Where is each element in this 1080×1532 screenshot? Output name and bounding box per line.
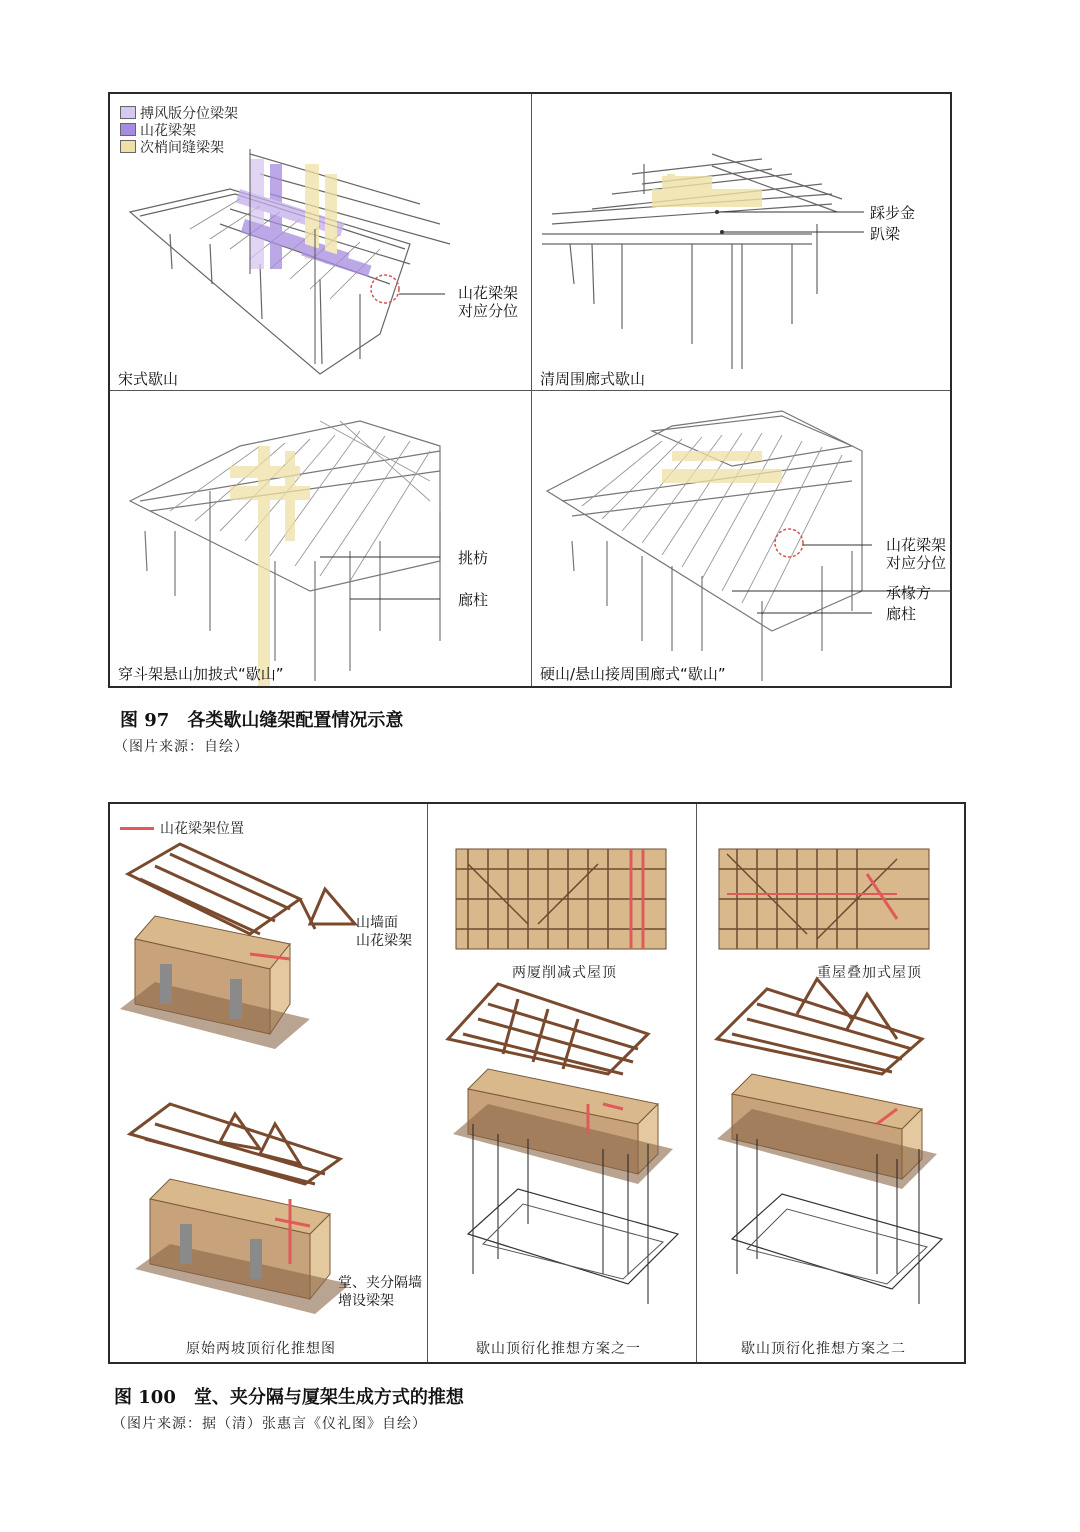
panel-song-xieshan bbox=[110, 94, 531, 390]
figure-97-caption: 图 97 各类歇山缝架配置情况示意 bbox=[120, 710, 404, 731]
fig100-col-scheme2 bbox=[697, 804, 966, 1364]
fig100-col-scheme1 bbox=[428, 804, 696, 1364]
col2-caption: 歇山顶衍化推想方案之一 bbox=[476, 1341, 641, 1357]
panel-caption-qing: 清周围廊式歇山 bbox=[540, 370, 646, 388]
callout-shanhua-duiying-2: 山花梁架 对应分位 bbox=[886, 536, 947, 572]
col2-sub-caption: 两厦削减式屋顶 bbox=[512, 965, 617, 981]
callout-caibujin: 踩步金 bbox=[870, 204, 916, 222]
panel-yingshan-xieshan bbox=[532, 391, 952, 688]
legend-item-shanhua: 山花梁架 bbox=[120, 121, 238, 138]
panel-qing-xieshan bbox=[532, 94, 952, 390]
label-tang-jia-wall: 堂、夹分隔墙 增设梁架 bbox=[338, 1275, 422, 1309]
legend-item-cishaojian: 次梢间缝梁架 bbox=[120, 138, 238, 155]
figure-100-source: （图片来源：据（清）张惠言《仪礼图》自绘） bbox=[112, 1416, 427, 1432]
scheme2-drawing bbox=[697, 804, 966, 1364]
figure-100-caption: 图 100 堂、夹分隔与厦架生成方式的推想 bbox=[114, 1387, 464, 1408]
panel-caption-song: 宋式歇山 bbox=[118, 370, 179, 388]
panel-chuandou-xieshan bbox=[110, 391, 531, 688]
chuandou-roof-frame-drawing bbox=[110, 391, 531, 688]
col3-sub-caption: 重屋叠加式屋顶 bbox=[817, 965, 922, 981]
figure-97-source: （图片来源：自绘） bbox=[114, 739, 249, 755]
callout-shanhua-duiying: 山花梁架 对应分位 bbox=[458, 284, 519, 320]
panel-caption-chuandou: 穿斗架悬山加披式“歇山” bbox=[118, 665, 284, 683]
panel-caption-yingshan: 硬山/悬山接周围廊式“歇山” bbox=[540, 665, 726, 683]
label-shanqiangmian: 山墙面 山花梁架 bbox=[356, 915, 412, 949]
figure-97-frame bbox=[108, 92, 952, 688]
callout-langzhu: 廊柱 bbox=[458, 591, 489, 609]
callout-tiaofang: 挑枋 bbox=[458, 549, 489, 567]
figure-100-frame bbox=[108, 802, 966, 1364]
callout-langzhu-2: 廊柱 bbox=[886, 605, 917, 623]
song-roof-frame-drawing bbox=[110, 94, 531, 390]
scheme1-drawing bbox=[428, 804, 696, 1364]
callout-chengchuanfang: 承椽方 bbox=[886, 584, 932, 602]
fig100-col-original bbox=[110, 804, 427, 1364]
col3-caption: 歇山顶衍化推想方案之二 bbox=[741, 1341, 906, 1357]
legend-item-bofengban: 搏风版分位梁架 bbox=[120, 104, 238, 121]
fig100-legend: 山花梁架位置 bbox=[120, 818, 244, 838]
col1-caption: 原始两坡顶衍化推想图 bbox=[186, 1341, 336, 1357]
callout-paliang: 趴梁 bbox=[870, 225, 901, 243]
